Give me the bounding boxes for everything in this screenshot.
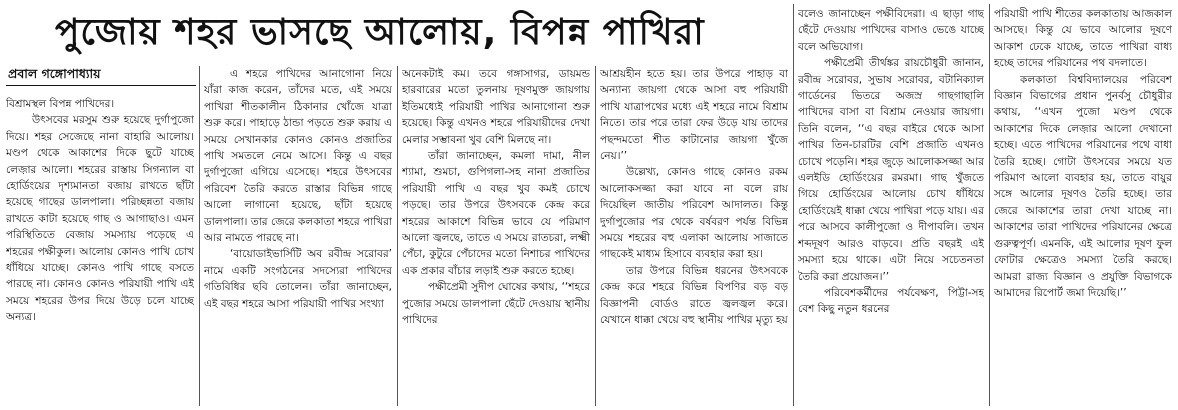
column-paragraph: ‘বায়োডাইভার্সিটি অব রবীন্দ্র সরোবর’ নামে একটি সংগঠনের সদস্যেরা পাখিদের গতিবিধির ছবি তোলেন। তাঁরা জানাচ্ছেন, এই বছর শহরে আসা পরিযায়ী পাখির সংখ্যা	[204, 248, 392, 310]
article-column-3	[402, 66, 590, 406]
article-byline: প্রবাল গঙ্গোপাধ্যায়	[8, 66, 101, 81]
article-column-1	[6, 96, 194, 406]
column-paragraph: পক্ষীপ্রেমী তীর্থঙ্কর রায়চৌধুরী জানান, রবীন্দ্র সরোবর, সুভাষ সরোবর, বটানিক্যাল গার্ডেনের ভিতরে অজস্র গাছগাছালি পাখিদের বাসা বা বিশ্রাম নেওয়ার জায়গা। তিনি বলেন, ‘‘এ বছর বাইরে থেকে আসা পাখির তিন-চারটির বেশি প্রজাতি এখনও চোখে পড়েনি। শহর জুড়ে আলোকসজ্জা আর এলইডি হোর্ডিংয়ের রমরমা। গাছ খুঁজতে গিয়ে হোর্ডিংয়ের আলোয় চোখ ধাঁধিয়ে হোর্ডিংয়েই ধাক্কা খেয়ে পাখিরা পড়ে যায়। এর পরে আসবে কালীপুজো ও দীপাবলি। তখন শব্দদূষণ আরও বাড়বে। প্রতি বছরই এই সমস্যা হয়ে থাকে। এটা নিয়ে সচেতনতা তৈরি করা প্রয়োজন।’’	[798, 57, 984, 283]
column-paragraph: অনেকটাই কম। তবে গঙ্গাসাগর, ডায়মন্ড হারবারের মতো তুলনায় দূষণমুক্ত জায়গায় ইতিমধ্যেই পরিযায়ী পাখির আনাগোনা শুরু হয়েছে। কিন্তু এখনও শহরে পরিযায়ীদের দেখা মেলার সম্ভাবনা খুব বেশি মিলছে না।	[402, 68, 590, 146]
article-column-2	[204, 66, 392, 406]
column-paragraph: আশ্রয়হীন হতে হয়। তার উপরে পাহাড় বা অন্যান্য জায়গা থেকে আসা বহু পরিযায়ী পাখি যাত্রাপথের মধ্যে এই শহরে নামে বিশ্রাম নিতে। তার পরে তারা ফের উড়ে যায় তাদের পছন্দমতো শীত কাটানোর জায়গা খুঁজে নেয়।’’	[600, 68, 788, 163]
column-paragraph: পরিযায়ী পাখি শীতের কলকাতায় আজকাল আসছে। কিন্তু যে ভাবে আলোর দূষণে আকাশ ঢেকে যাচ্ছে, তাতে পাখিরা বাধ্য হচ্ছে তাদের পরিযানের পথ বদলাতে।	[994, 8, 1172, 70]
column-paragraph: বিশ্রামস্থল বিপন্ন পাখিদের।	[6, 98, 115, 110]
article-column-4	[600, 66, 788, 406]
article-column-6	[994, 6, 1172, 406]
column-divider	[199, 66, 200, 406]
column-paragraph: উৎসবের মরসুম শুরু হয়েছে দুর্গাপুজো দিয়ে। শহর সেজেছে নানা বাহারি আলোয়। মণ্ডপ থেকে আকাশের দিকে ছুটে যাচ্ছে লেজ়ার আলো। শহরের রাস্তায় সিগন্যাল বা হোর্ডিংয়ের দৃশ্যমানতা বজায় রাখতে ছাঁটা হয়েছে গাছের ডালপালা। পরিচ্ছন্নতা বজায় রাখতে কাটা হয়েছে গাছ ও আগাছাও। এমন পরিস্থিতিতে বেজায় সমস্যায় পড়েছে এ শহরের পক্ষীকুল। আলোয় কোনও পাখি চোখ ধাঁধিয়ে যাচ্ছে। কোনও পাখি গাছে বসতে পারছে না। কোনও কোনও পরিযায়ী পাখি এই সময়ে শহরের উপর দিয়ে উড়ে চলে যাচ্ছে অন্যত্র।	[6, 114, 194, 324]
column-paragraph: উল্লেখ্য, কোনও গাছে কোনও রকম আলোকসজ্জা করা যাবে না বলে রায় দিয়েছিল জাতীয় পরিবেশ আদালত। কিন্তু দুর্গাপুজোর পর থেকে বর্ষবরণ পর্যন্ত বিভিন্ন সময়ে শহরের বহু এলাকা আলোয় সাজাতে গাছকেই মাধ্যম হিসাবে ব্যবহার করা হয়।	[600, 166, 788, 261]
column-paragraph: বলেও জানাচ্ছেন পক্ষীবিদেরা। এ ছাড়া গাছ ছেঁটে দেওয়ায় পাখিদের বাসাও ভেঙে যাচ্ছে বলে অভিযোগ।	[798, 8, 984, 53]
column-divider	[989, 4, 990, 406]
column-paragraph: পক্ষীপ্রেমী সুদীপ ঘোষের কথায়, ‘‘শহরে পুজোর সময়ে ডালপালা ছেঁটে দেওয়ায় স্থানীয় পাখিদের	[402, 281, 590, 327]
column-paragraph: কলকাতা বিশ্ববিদ্যালয়ের পরিবেশ বিজ্ঞান বিভাগের প্রধান পুনর্বসু চৌধুরীর কথায়, ‘‘এখন পুজো মণ্ডপ থেকে আকাশের দিকে লেজ়ার আলো দেখানো হচ্ছে। এতে পাখিদের পরিযানের পথে বাধা তৈরি হচ্ছে। গোটা উৎসবের সময়ে যত পরিমাণ আলো ব্যবহার হয়, তাতে বায়ুর সঙ্গে আলোর দূষণও তৈরি হচ্ছে। তার জেরে আকাশের তারা দেখা যাচ্ছে না। আকাশের তারা পাখিদের পরিযানের ক্ষেত্রে গুরুত্বপূর্ণ। এমনকি, এই আলোর দূষণ ফুল ফোটার ক্ষেত্রেও সমস্যা তৈরি করছে। আমরা রাজ্য বিজ্ঞান ও প্রযুক্তি বিভাগকে আমাদের রিপোর্ট জমা দিয়েছি।’’	[994, 73, 1172, 299]
article-column-5	[798, 6, 984, 406]
column-paragraph: পরিবেশকর্মীদের পর্যবেক্ষণ, পিট্টা-সহ বেশ কিছু নতুন ধরনের	[798, 286, 984, 316]
column-paragraph: তার উপরে বিভিন্ন ধরনের উৎসবকে কেন্দ্র করে শহরে বিভিন্ন বিপণির বড় বড় বিজ্ঞাপনী বোর্ডও রাতে জ্বলজ্বল করে। যেখানে ধাক্কা খেয়ে বহু স্থানীয় পাখির মৃত্যু হয়	[600, 264, 788, 327]
column-divider	[397, 66, 398, 406]
column-divider	[793, 4, 794, 406]
article-headline: পুজোয় শহর ভাসছে আলোয়, বিপন্ন পাখিরা	[55, 12, 705, 53]
column-paragraph: তাঁরা জানাচ্ছেন, কমলা দামা, নীল শ্যামা, শুমচা, গুপিগলা-সহ নানা প্রজাতির পরিযায়ী পাখি এ বছর খুব কমই চোখে পড়ছে। তার উপরে উৎসবকে কেন্দ্র করে শহরের আকাশে বিভিন্ন ভাবে যে পরিমাণ আলো জ্বলছে, তাতে এ সময়ে রাতচরা, লক্ষ্মী পেঁচা, কুটুরে পেঁচাদের মতো নিশাচর পাখিদের এক প্রকার বাঁচার লড়াই শুরু করতে হচ্ছে।	[402, 150, 590, 277]
byline-underline	[6, 85, 196, 86]
column-paragraph: এ শহরে পাখিদের আনাগোনা নিয়ে যাঁরা কাজ করেন, তাঁদের মতে, এই সময়ে পাখিরা শীতকালীন ঠিকানার খোঁজে যাত্রা শুরু করে। পাহাড়ে ঠান্ডা পড়তে শুরু করায় এ সময়ে সেখানকার কোনও কোনও প্রজাতির পাখি সমতলে নেমে আসে। কিন্তু এ বছর দুর্গাপুজো এগিয়ে এসেছে। শহরে উৎসবের পরিবেশ তৈরি করতে রাস্তার বিভিন্ন গাছে আলো লাগানো হয়েছে, ছাঁটা হয়েছে ডালপালা। তার জেরে কলকাতা শহরে পাখিরা আর নামতে পারছে না।	[204, 68, 392, 245]
column-divider	[595, 66, 596, 406]
